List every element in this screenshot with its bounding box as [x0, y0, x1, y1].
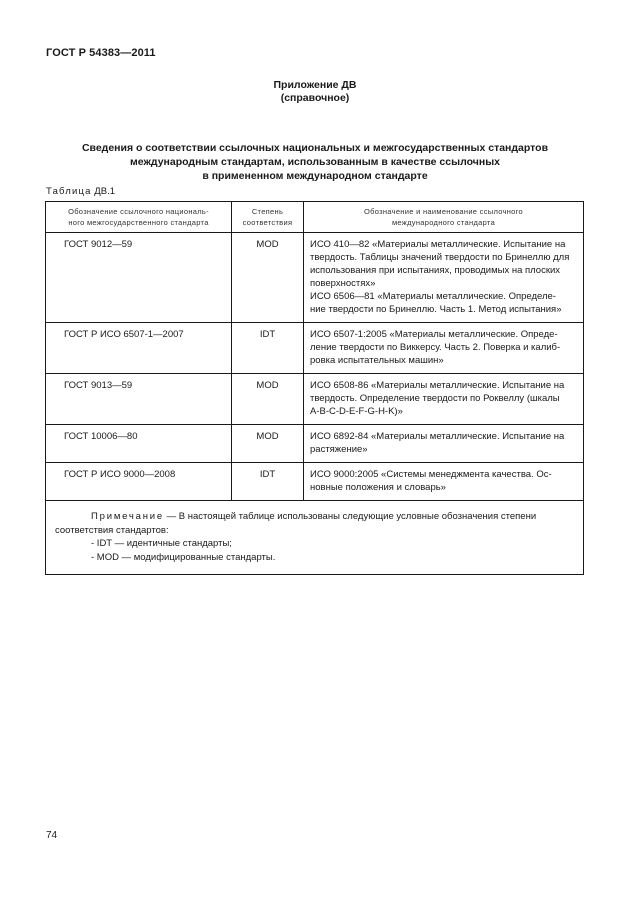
header-line: Обозначение ссылочного националь-: [68, 207, 209, 216]
note-text: — В настоящей таблице использованы следующие условные обозначения степени соответствия стандартов:: [55, 511, 537, 536]
header-line: ного межгосударственного стандарта: [68, 218, 209, 227]
desc-line: ИСО 6892-84 «Материалы металлические. Испытание на: [310, 431, 565, 442]
header-degree: [232, 202, 304, 233]
cell-international: [304, 425, 584, 463]
table-note-row: [46, 501, 584, 575]
header-line: Степень: [251, 207, 284, 216]
header-line: международного стандарта: [391, 218, 496, 227]
note-label: Примечание: [91, 511, 164, 522]
cell-international: [304, 463, 584, 501]
header-line: Обозначение и наименование ссылочного: [364, 207, 523, 216]
desc-line: ИСО 6506—81 «Материалы металлические. Определе-: [310, 291, 556, 302]
table-row: [46, 425, 584, 463]
table-row: [46, 233, 584, 323]
header-international: [304, 202, 584, 233]
section-title-line: в примененном международном стандарте: [202, 170, 428, 182]
table-header-row: [46, 202, 584, 233]
header-line: соответствия: [242, 218, 293, 227]
table-note: [46, 501, 584, 575]
page-number: 74: [46, 830, 58, 841]
desc-line: ИСО 9000:2005 «Системы менеджмента качества. Ос-: [310, 469, 552, 480]
correspondence-table: [45, 201, 584, 575]
note-item: - IDT — идентичные стандарты;: [91, 538, 232, 549]
document-header: ГОСТ Р 54383—2011: [46, 47, 156, 59]
cell-degree: MOD: [232, 233, 304, 323]
cell-degree: MOD: [232, 425, 304, 463]
cell-degree: IDT: [232, 323, 304, 374]
table-label: [46, 186, 115, 197]
appendix-heading: [0, 79, 630, 105]
desc-line: твердость. Определение твердости по Роквеллу (шкалы: [310, 393, 560, 404]
desc-line: ИСО 6508-86 «Материалы металлические. Испытание на: [310, 380, 565, 391]
cell-standard: ГОСТ 9012—59: [46, 233, 232, 323]
cell-standard: ГОСТ Р ИСО 6507-1—2007: [46, 323, 232, 374]
cell-degree: IDT: [232, 463, 304, 501]
cell-standard: ГОСТ 10006—80: [46, 425, 232, 463]
table-label-word: Таблица: [46, 186, 92, 197]
note-intro: [55, 510, 575, 537]
cell-international: [304, 374, 584, 425]
header-standard: [46, 202, 232, 233]
cell-degree: MOD: [232, 374, 304, 425]
cell-international: [304, 323, 584, 374]
desc-line: ИСО 6507-1:2005 «Материалы металлические. Опреде-: [310, 329, 558, 340]
desc-line: твердость. Таблицы значений твердости по Бринеллю для: [310, 252, 570, 263]
desc-line: ИСО 410—82 «Материалы металлические. Испытание на: [310, 239, 566, 250]
desc-line: ление твердости по Виккерсу. Часть 2. Поверка и калиб-: [310, 342, 561, 353]
cell-standard: ГОСТ Р ИСО 9000—2008: [46, 463, 232, 501]
cell-international: [304, 233, 584, 323]
table-row: [46, 323, 584, 374]
desc-line: новные положения и словарь»: [310, 482, 446, 493]
appendix-title: Приложение ДВ: [273, 79, 357, 91]
desc-line: ровка испытательных машин»: [310, 355, 444, 366]
section-title: [40, 141, 590, 183]
table-label-id: ДВ.1: [94, 186, 115, 197]
desc-line: поверхностях»: [310, 278, 376, 289]
table-row: [46, 463, 584, 501]
section-title-line: международным стандартам, использованным в качестве ссылочных: [129, 156, 500, 168]
note-item: - MOD — модифицированные стандарты.: [91, 551, 276, 563]
desc-line: ние твердости по Бринеллю. Часть 1. Метод испытания»: [310, 304, 562, 315]
cell-standard: ГОСТ 9013—59: [46, 374, 232, 425]
table-row: [46, 374, 584, 425]
desc-line: A-B-C-D-E-F-G-H-K)»: [310, 406, 403, 417]
section-title-line: Сведения о соответствии ссылочных национальных и межгосударственных стандартов: [81, 142, 549, 154]
desc-line: использования при испытаниях, проводимых на плоских: [310, 265, 561, 276]
desc-line: растяжение»: [310, 444, 368, 455]
appendix-subtitle: (справочное): [280, 92, 350, 104]
